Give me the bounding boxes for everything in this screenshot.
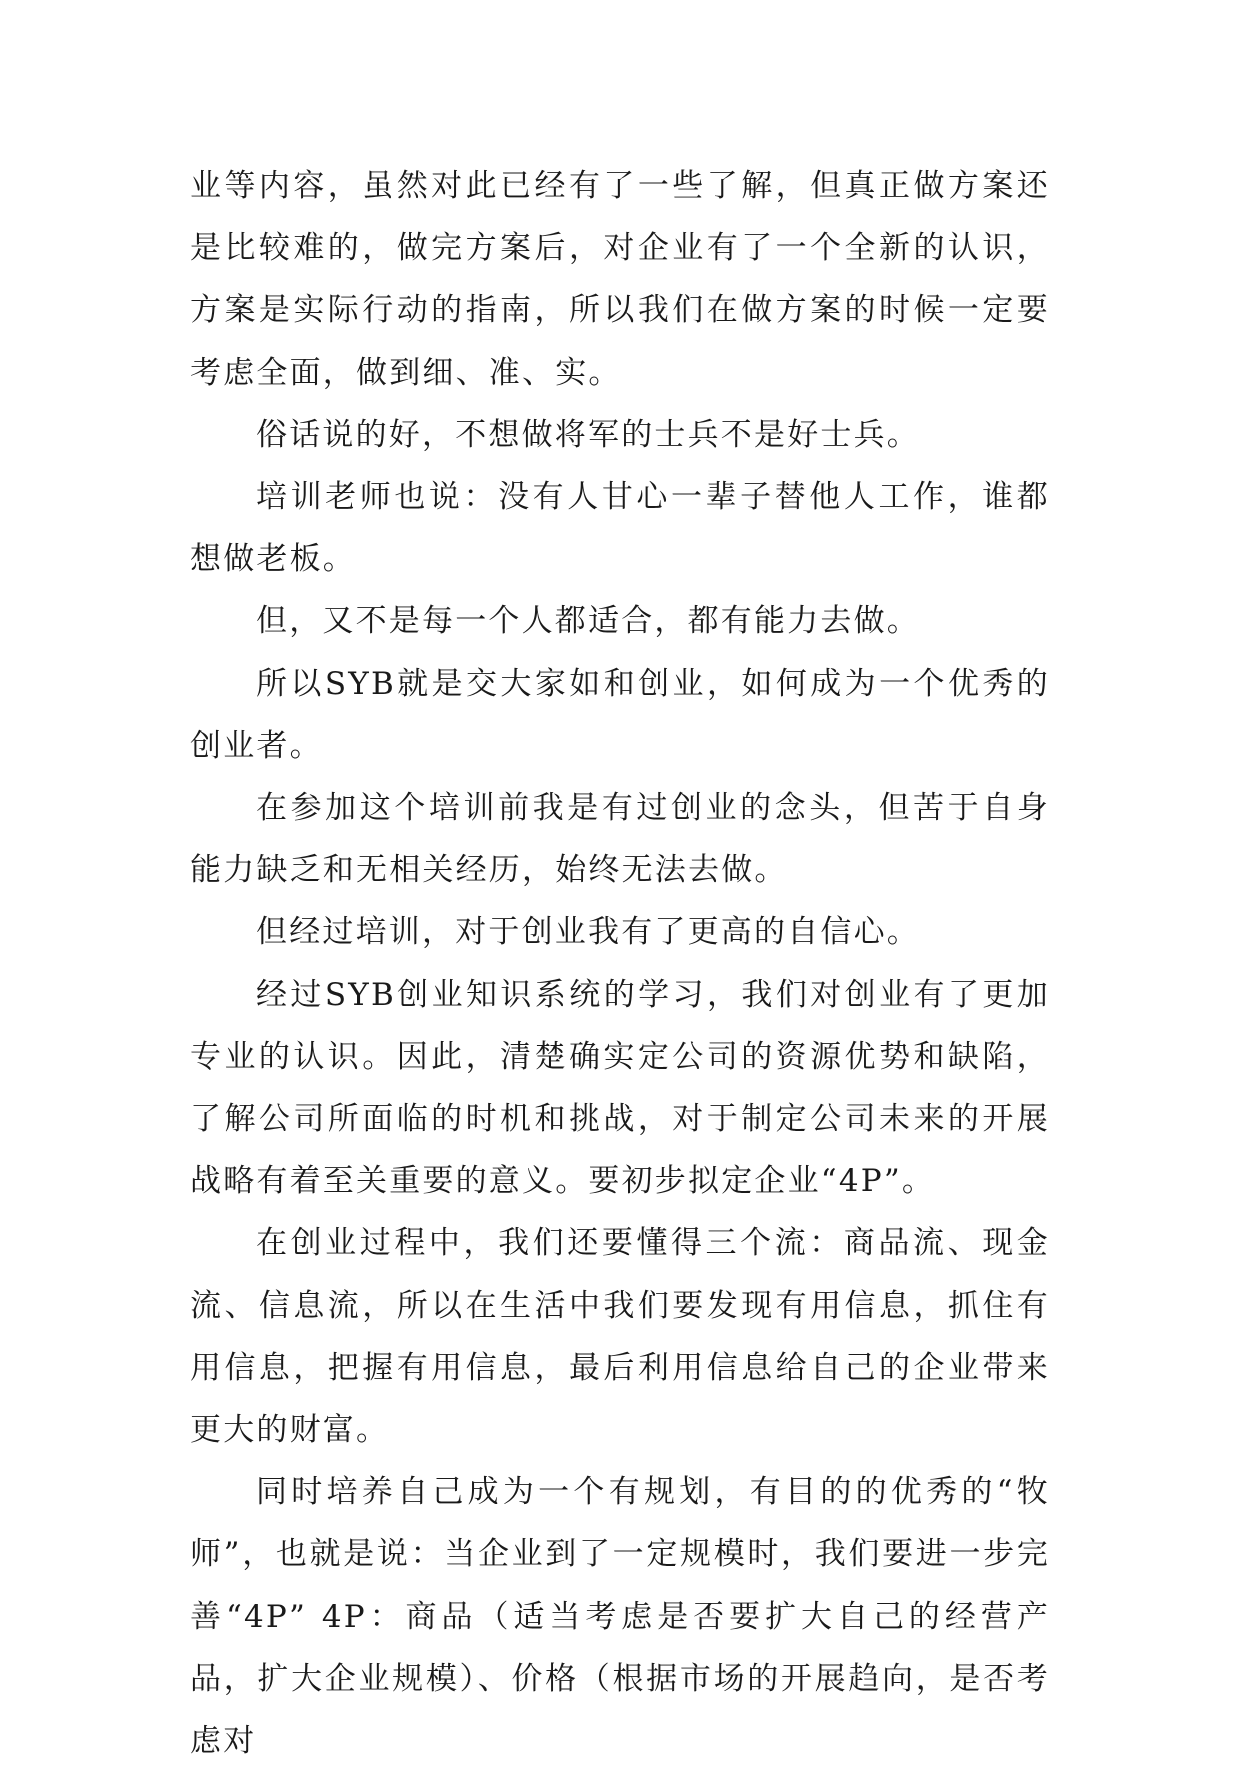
paragraph: 但经过培训，对于创业我有了更高的自信心。 <box>256 914 920 951</box>
paragraph: 同时培养自己成为一个有规划，有目的的优秀的“牧师”，也就是说：当企业到了一定规模时，我们要进一步完善“4P” 4P：商品（适当考虑是否要扩大自己的经营产品，扩大企业规模）、价格（根据市场的开展趋向，是否考虑对 <box>190 1474 1050 1760</box>
paragraph: 在创业过程中，我们还要懂得三个流：商品流、现金流、信息流，所以在生活中我们要发现有用信息，抓住有用信息，把握有用信息，最后利用信息给自己的企业带来更大的财富。 <box>190 1225 1050 1449</box>
paragraph: 在参加这个培训前我是有过创业的念头，但苦于自身能力缺乏和无相关经历，始终无法去做。 <box>190 790 1050 889</box>
document-body <box>190 155 1050 1772</box>
paragraph: 培训老师也说：没有人甘心一辈子替他人工作，谁都想做老板。 <box>190 479 1050 578</box>
paragraph: 所以SYB就是交大家如和创业，如何成为一个优秀的创业者。 <box>190 665 1050 764</box>
paragraph: 业等内容，虽然对此已经有了一些了解，但真正做方案还是比较难的，做完方案后，对企业有了一个全新的认识，方案是实际行动的指南，所以我们在做方案的时候一定要考虑全面，做到细、准、实。 <box>190 168 1050 391</box>
paragraph: 经过SYB创业知识系统的学习，我们对创业有了更加专业的认识。因此，清楚确实定公司的资源优势和缺陷，了解公司所面临的时机和挑战，对于制定公司未来的开展战略有着至关重要的意义。要初步拟定企业“4P”。 <box>190 976 1050 1200</box>
paragraph: 俗话说的好，不想做将军的士兵不是好士兵。 <box>256 416 920 453</box>
paragraph: 但，又不是每一个人都适合，都有能力去做。 <box>256 603 920 640</box>
